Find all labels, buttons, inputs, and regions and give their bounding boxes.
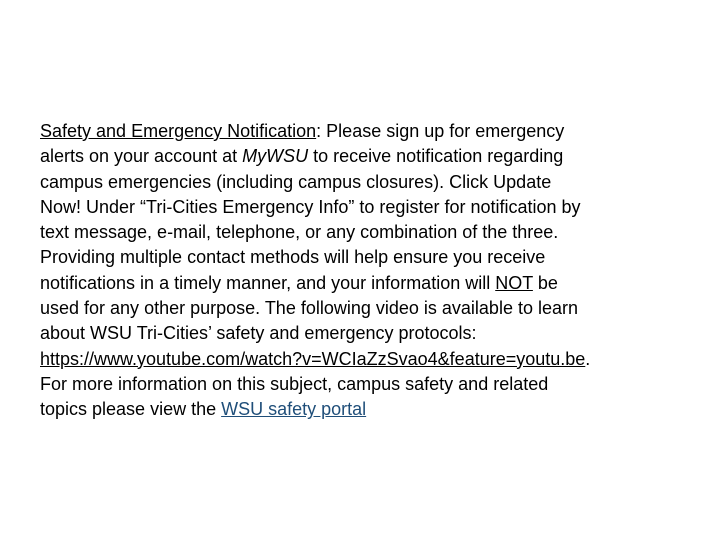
notice-line-8: used for any other purpose. The following video is available to learn [40, 298, 578, 319]
notice-heading: Safety and Emergency Notification [40, 121, 317, 141]
notice-line-9: about WSU Tri-Cities’ safety and emergency protocols: [40, 323, 477, 344]
not-emphasis: NOT [495, 272, 533, 293]
notice-line-2-pre: alerts on your account at [40, 146, 243, 167]
mywsu-name: MyWSU [242, 146, 309, 167]
notice-line-7 [40, 271, 690, 296]
safety-notice-paragraph [40, 119, 690, 423]
notice-heading-colon: : [316, 121, 322, 141]
youtube-video-link[interactable]: https://www.youtube.com/watch?v=WCIaZzSvao4&feature=youtu.be [40, 348, 586, 369]
notice-line-5: text message, e-mail, telephone, or any combination of the three. [40, 222, 559, 243]
notice-line-1-text: Please sign up for emergency [321, 121, 565, 141]
notice-line-6: Providing multiple contact methods will help ensure you receive [40, 247, 546, 268]
notice-line-2 [40, 144, 690, 169]
notice-line-1 [40, 119, 690, 144]
notice-line-10 [40, 347, 690, 372]
wsu-safety-portal-link[interactable]: WSU safety portal [221, 399, 367, 420]
notice-line-3: campus emergencies (including campus closures). Click Update [40, 171, 552, 192]
video-link-period: . [585, 348, 591, 369]
notice-line-12 [40, 397, 690, 422]
notice-line-4: Now! Under “Tri-Cities Emergency Info” to register for notification by [40, 196, 581, 217]
notice-line-11: For more information on this subject, campus safety and related [40, 373, 549, 394]
notice-line-2-post: to receive notification regarding [308, 146, 564, 167]
notice-line-12-pre: topics please view the [40, 399, 222, 420]
notice-line-7-pre: notifications in a timely manner, and your information will [40, 272, 496, 293]
notice-line-7-post: be [532, 272, 558, 293]
